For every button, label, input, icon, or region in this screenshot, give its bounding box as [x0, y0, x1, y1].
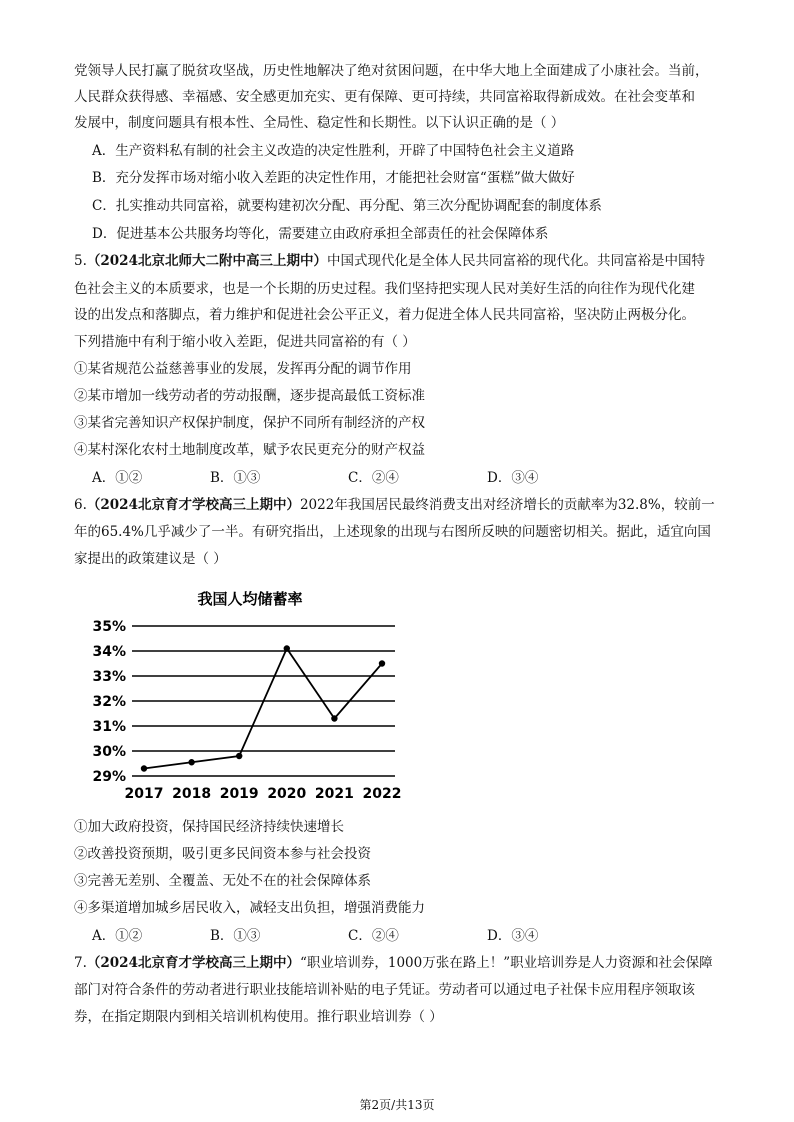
- q4-stem-line-2: 人民群众获得感、幸福感、安全感更加充实、更有保障、更可持续，共同富裕取得新成效。在社会变革和: [74, 89, 695, 105]
- q7-stem-line-3: 券，在指定期限内到相关培训机构使用。推行职业培训券（ ）: [74, 1009, 443, 1025]
- q7-stem-first: [74, 954, 713, 972]
- q7-source: （2024北京育才学校高三上期中）: [86, 955, 300, 971]
- q6-stem-first: [74, 496, 715, 514]
- q7-stem-line-2: 部门对符合条件的劳动者进行职业技能培训补贴的电子凭证。劳动者可以通过电子社保卡应用程序领取该: [74, 982, 695, 998]
- q4-option-b: B．充分发挥市场对缩小收入差距的决定性作用，才能把社会财富“蛋糕”做大做好: [92, 170, 575, 186]
- q6-stem-line-2: 年的65.4%几乎减少了一半。有研究指出，上述现象的出现与右图所反映的问题密切相关。据此，适宜向国: [74, 524, 711, 540]
- q6-source: （2024北京育才学校高三上期中）: [86, 497, 300, 513]
- q5-item-3: ③某省完善知识产权保护制度，保护不同所有制经济的产权: [74, 415, 425, 431]
- q5-source: （2024北京北师大二附中高三上期中）: [86, 253, 327, 269]
- chart-title: 我国人均储蓄率: [197, 590, 303, 608]
- data-point-2017: [141, 765, 147, 771]
- q6-stem-line-3: 家提出的政策建议是（ ）: [74, 551, 227, 567]
- q6-choice-d: D．③④: [487, 928, 539, 944]
- y-tick-label: 34%: [92, 644, 126, 660]
- q5-choice-d: D．③④: [487, 470, 539, 486]
- q7-first-text: “职业培训券，1000万张在路上！”职业培训券是人力资源和社会保障: [299, 955, 713, 971]
- data-point-2018: [188, 759, 194, 765]
- q6-number: 6.: [74, 497, 87, 513]
- q6-item-4: ④多渠道增加城乡居民收入，减轻支出负担，增强消费能力: [74, 900, 425, 916]
- q4-option-a: A．生产资料私有制的社会主义改造的决定性胜利，开辟了中国特色社会主义道路: [92, 143, 575, 159]
- data-point-2021: [331, 715, 337, 721]
- q6-item-3: ③完善无差别、全覆盖、无处不在的社会保障体系: [74, 873, 371, 889]
- q4-option-d: D．促进基本公共服务均等化，需要建立由政府承担全部责任的社会保障体系: [92, 226, 549, 242]
- q4-stem-line-3: 发展中，制度问题具有根本性、全局性、稳定性和长期性。以下认识正确的是（ ）: [74, 115, 565, 131]
- savings-rate-chart: [80, 580, 410, 805]
- y-tick-label: 35%: [92, 619, 126, 635]
- q6-first-text: 2022年我国居民最终消费支出对经济增长的贡献率为32.8%，较前一: [299, 497, 715, 513]
- q4-stem-line-1: 党领导人民打赢了脱贫攻坚战，历史性地解决了绝对贫困问题，在中华大地上全面建成了小康社会。当前，: [74, 63, 709, 79]
- x-tick-label: 2019: [219, 786, 259, 802]
- q6-choice-b: B．①③: [210, 928, 261, 944]
- x-tick-label: 2022: [362, 786, 402, 802]
- page-footer: 第2页/共13页: [359, 1098, 435, 1112]
- q5-choice-c: C．②④: [348, 470, 399, 486]
- q5-choice-b: B．①③: [210, 470, 261, 486]
- q5-stem-line-4: 下列措施中有利于缩小收入差距，促进共同富裕的有（ ）: [74, 334, 416, 350]
- q6-item-2: ②改善投资预期，吸引更多民间资本参与社会投资: [74, 846, 371, 862]
- x-tick-label: 2020: [267, 786, 307, 802]
- q7-number: 7.: [74, 955, 87, 971]
- q4-option-c: C．扎实推动共同富裕，就要构建初次分配、再分配、第三次分配协调配套的制度体系: [92, 198, 602, 214]
- q5-item-4: ④某村深化农村土地制度改革，赋予农民更充分的财产权益: [74, 442, 425, 458]
- y-tick-label: 33%: [92, 669, 126, 685]
- x-tick-label: 2017: [124, 786, 164, 802]
- q5-number: 5.: [74, 253, 87, 269]
- q6-choice-a: A．①②: [92, 928, 143, 944]
- x-tick-label: 2018: [172, 786, 212, 802]
- q5-stem-line-2: 色社会主义的本质要求，也是一个长期的历史过程。我们坚持把实现人民对美好生活的向往作为现代化建: [74, 281, 695, 297]
- q5-choice-a: A．①②: [92, 470, 143, 486]
- y-tick-label: 30%: [92, 744, 126, 760]
- q5-item-2: ②某市增加一线劳动者的劳动报酬，逐步提高最低工资标准: [74, 388, 425, 404]
- data-point-2019: [236, 753, 242, 759]
- y-tick-label: 31%: [92, 719, 126, 735]
- y-tick-label: 29%: [92, 769, 126, 785]
- q6-item-1: ①加大政府投资，保持国民经济持续快速增长: [74, 819, 344, 835]
- data-point-2020: [284, 645, 290, 651]
- q5-item-1: ①某省规范公益慈善事业的发展，发挥再分配的调节作用: [74, 361, 412, 377]
- q5-stem-first: [74, 252, 705, 270]
- q6-choice-c: C．②④: [348, 928, 399, 944]
- data-point-2022: [379, 660, 385, 666]
- x-tick-label: 2021: [314, 786, 354, 802]
- y-tick-label: 32%: [92, 694, 126, 710]
- q5-first-text: 中国式现代化是全体人民共同富裕的现代化。共同富裕是中国特: [326, 253, 705, 269]
- q5-stem-line-3: 设的出发点和落脚点，着力维护和促进社会公平正义，着力促进全体人民共同富裕，坚决防止两极分化。: [74, 307, 695, 323]
